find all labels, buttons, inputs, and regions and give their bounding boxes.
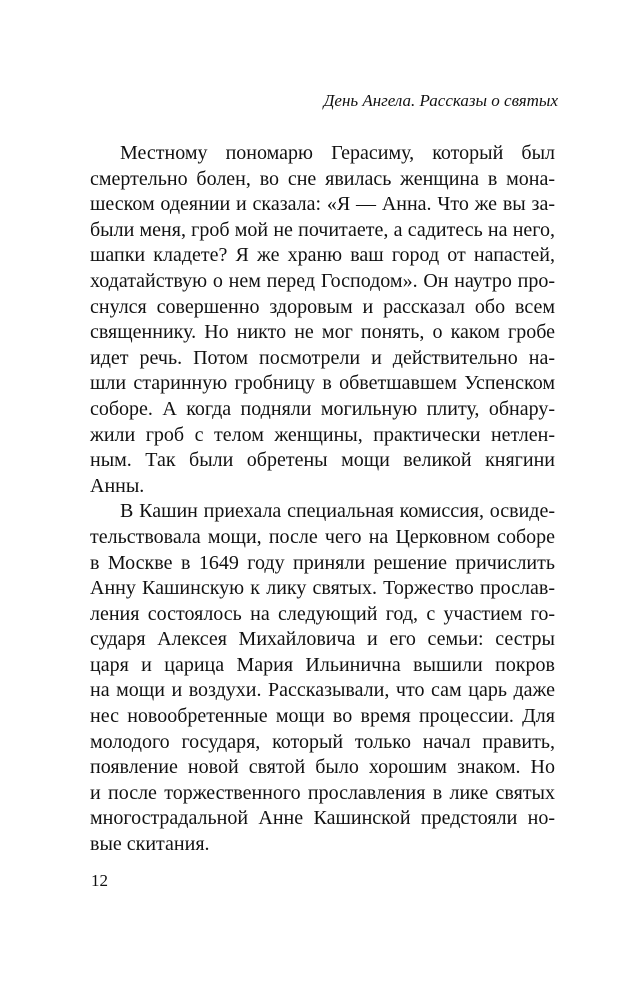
- text-line: царя и царица Мария Ильинична вышили покров: [90, 653, 555, 676]
- text-line: появление новой святой было хорошим знаком. Но: [90, 756, 555, 779]
- text-line: жили гроб с телом женщины, практически нетлен-: [90, 423, 555, 446]
- text-line: в Москве в 1649 году приняли решение причислить: [90, 551, 555, 574]
- paragraph-2: [90, 499, 555, 857]
- text-line: священнику. Но никто не мог понять, о каком гробе: [90, 321, 555, 344]
- text-line: смертельно болен, во сне явилась женщина в мона-: [90, 167, 555, 190]
- text-line: идет речь. Потом посмотрели и действительно на-: [90, 346, 555, 369]
- text-line: молодого государя, который только начал править,: [90, 730, 555, 753]
- text-line: шли старинную гробницу в обветшавшем Успенском: [90, 372, 555, 395]
- text-line: нес новообретенные мощи во время процессии. Для: [90, 705, 555, 728]
- text-line: соборе. А когда подняли могильную плиту, обнару-: [90, 397, 555, 420]
- text-line: снулся совершенно здоровым и рассказал обо всем: [90, 295, 555, 318]
- text-line: тельствовала мощи, после чего на Церковном соборе: [90, 525, 555, 548]
- text-line: многострадальной Анне Кашинской предстояли но-: [90, 807, 555, 830]
- text-line: были меня, гроб мой не почитаете, а садитесь на него,: [90, 218, 555, 241]
- text-line: шапки кладете? Я же храню ваш город от напастей,: [90, 244, 555, 267]
- text-line: вые скитания.: [90, 833, 210, 856]
- text-line: В Кашин приехала специальная комиссия, освиде-: [120, 500, 555, 523]
- text-line: и после торжественного прославления в лике святых: [90, 781, 555, 804]
- text-line: сударя Алексея Михайловича и его семьи: сестры: [90, 628, 555, 651]
- text-line: на мощи и воздухи. Рассказывали, что сам царь даже: [90, 679, 555, 702]
- text-line: Анны.: [90, 474, 145, 497]
- text-line: Местному пономарю Герасиму, который был: [120, 142, 555, 164]
- text-line: Анну Кашинскую к лику святых. Торжество прослав-: [90, 577, 555, 600]
- body-text: [90, 141, 555, 858]
- running-header: День Ангела. Рассказы о святых: [323, 91, 558, 110]
- text-line: ным. Так были обретены мощи великой княгини: [90, 449, 555, 472]
- text-line: ходатайствую о нем перед Господом». Он наутро про-: [90, 269, 555, 292]
- text-line: шеском одеянии и сказала: «Я — Анна. Что же вы за-: [90, 193, 555, 216]
- page-number: 12: [91, 871, 108, 890]
- paragraph-1: [90, 141, 555, 499]
- text-line: ления состоялось на следующий год, с участием го-: [90, 602, 555, 625]
